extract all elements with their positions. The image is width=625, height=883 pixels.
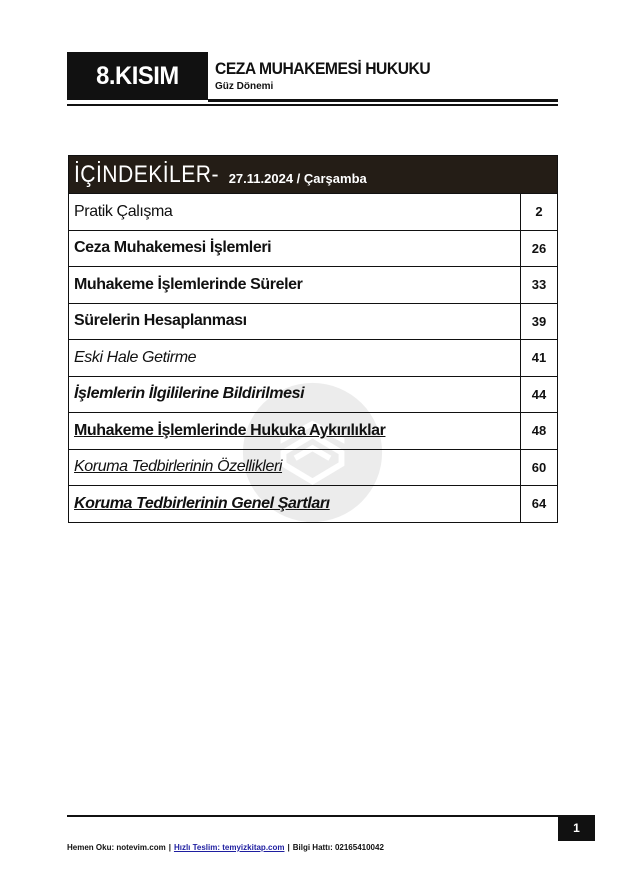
toc-row[interactable] <box>69 193 557 230</box>
page-number: 1 <box>573 821 580 835</box>
header-rule-thick <box>208 99 558 102</box>
toc-date: 27.11.2024 / Çarşamba <box>228 171 367 186</box>
toc-item-page: 39 <box>531 313 547 329</box>
toc-item-title[interactable]: İşlemlerin İlgililerine Bildirilmesi <box>74 385 305 403</box>
toc-item-title[interactable]: Muhakeme İşlemlerinde Hukuka Aykırılıklar <box>74 421 386 439</box>
document-title: CEZA MUHAKEMESİ HUKUKU <box>215 59 431 78</box>
toc-item-title-cell <box>69 231 521 267</box>
toc-item-title-cell <box>69 267 521 303</box>
section-badge <box>67 52 208 100</box>
toc-item-title[interactable]: Koruma Tedbirlerinin Özellikleri <box>74 458 283 476</box>
toc-list <box>69 193 557 522</box>
footer-rule <box>67 815 558 817</box>
toc-item-page: 60 <box>531 459 547 475</box>
section-label: 8.KISIM <box>96 61 179 90</box>
footer-read-link[interactable]: Hemen Oku: notevim.com <box>67 843 166 852</box>
toc-item-title-cell <box>69 486 521 522</box>
toc-item-page: 44 <box>531 386 547 402</box>
toc-item-title[interactable]: Sürelerin Hesaplanması <box>74 312 247 330</box>
toc-item-title[interactable]: Ceza Muhakemesi İşlemleri <box>74 239 272 257</box>
toc-row[interactable] <box>69 266 557 303</box>
toc-row[interactable] <box>69 412 557 449</box>
footer-info <box>67 843 384 852</box>
toc-row[interactable] <box>69 339 557 376</box>
footer-separator: | <box>168 843 171 852</box>
toc-item-title-cell <box>69 304 521 340</box>
toc-item-title[interactable]: Eski Hale Getirme <box>74 348 197 366</box>
toc-item-page: 48 <box>531 423 547 439</box>
document-subtitle: Güz Dönemi <box>215 81 274 92</box>
toc-row[interactable] <box>69 376 557 413</box>
footer-separator: | <box>287 843 290 852</box>
page-number-badge <box>558 815 595 841</box>
footer-delivery-link[interactable]: Hızlı Teslim: temyizkitap.com <box>173 843 285 852</box>
header-rule-thin <box>67 104 558 106</box>
toc-item-title-cell <box>69 377 521 413</box>
toc-item-title[interactable]: Muhakeme İşlemlerinde Süreler <box>74 275 303 293</box>
toc-heading: İÇİNDEKİLER- <box>74 160 219 188</box>
toc-row[interactable] <box>69 449 557 486</box>
table-of-contents <box>68 155 558 523</box>
toc-item-page: 2 <box>535 204 543 220</box>
toc-item-page: 26 <box>531 240 547 256</box>
toc-item-title-cell <box>69 413 521 449</box>
footer-phone: Bilgi Hattı: 02165410042 <box>292 843 384 852</box>
toc-item-title[interactable]: Pratik Çalışma <box>74 202 173 220</box>
toc-header <box>69 156 557 193</box>
toc-item-title-cell <box>69 340 521 376</box>
toc-row[interactable] <box>69 230 557 267</box>
toc-item-title-cell <box>69 194 521 230</box>
toc-row[interactable] <box>69 303 557 340</box>
toc-row[interactable] <box>69 485 557 522</box>
toc-item-page: 33 <box>531 277 547 293</box>
toc-item-title[interactable]: Koruma Tedbirlerinin Genel Şartları <box>74 494 330 512</box>
toc-item-title-cell <box>69 450 521 486</box>
toc-item-page: 41 <box>531 350 547 366</box>
toc-item-page: 64 <box>531 496 547 512</box>
